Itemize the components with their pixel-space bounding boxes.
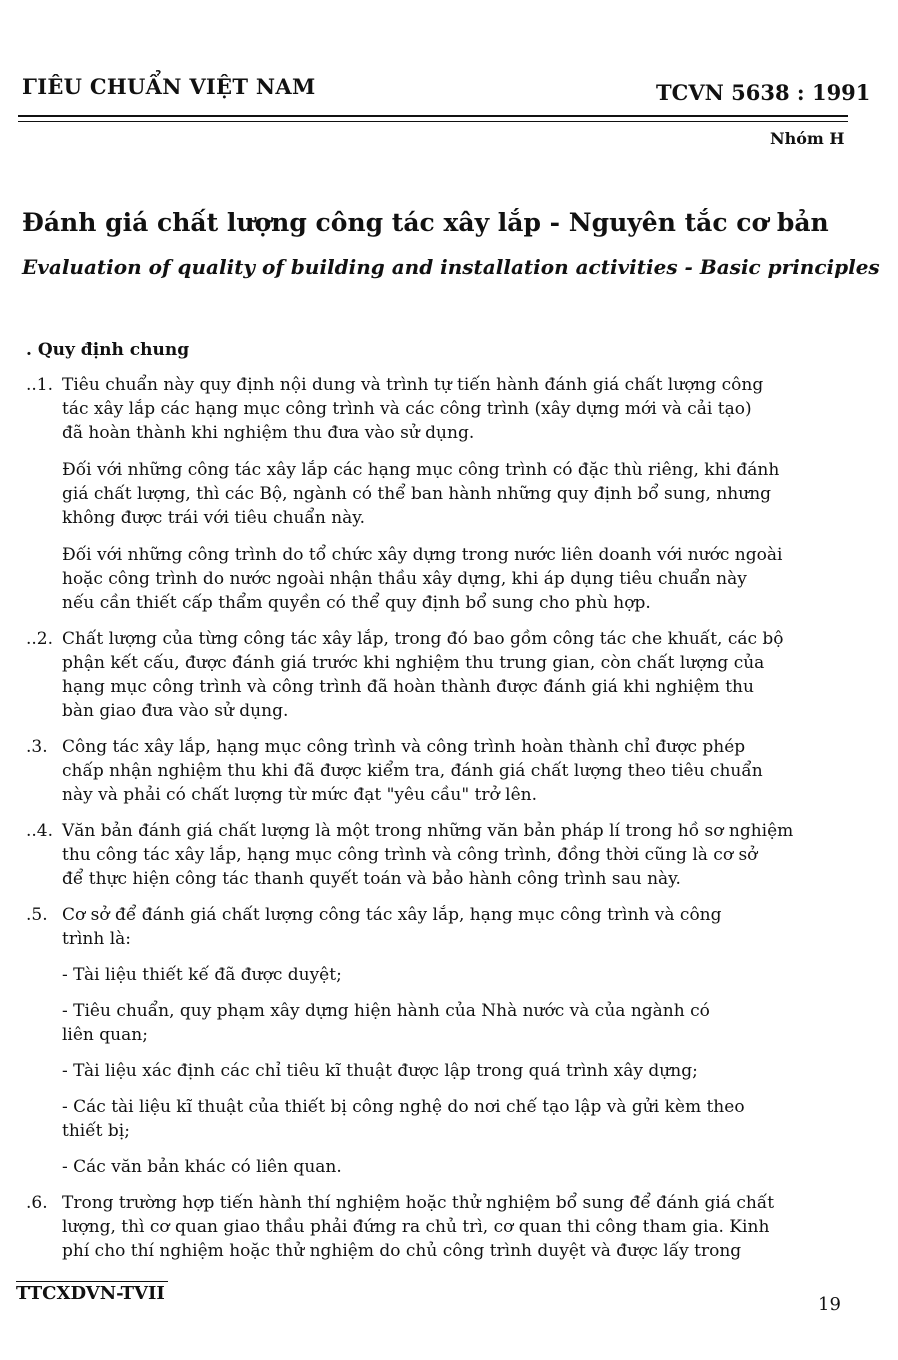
- paragraph-line: giá chất lượng, thì các Bộ, ngành có thể ban hành những quy định bổ sung, nhưng: [62, 484, 772, 504]
- paragraph-line: Trong trường hợp tiến hành thí nghiệm hoặc thử nghiệm bổ sung để đánh giá chất: [62, 1193, 775, 1213]
- footer-source: TTCXDVN-TVII: [16, 1283, 165, 1304]
- document-title: Đánh giá chất lượng công tác xây lắp - Nguyên tắc cơ bản: [22, 208, 829, 237]
- item-number: .3.: [26, 737, 48, 757]
- footer-rule: [16, 1281, 168, 1282]
- paragraph-line: hạng mục công trình và công trình đã hoàn thành được đánh giá khi nghiệm thu: [62, 677, 754, 697]
- header-rule: [18, 115, 848, 117]
- paragraph-line: không được trái với tiêu chuẩn này.: [62, 508, 366, 528]
- page-number: 19: [818, 1294, 841, 1315]
- paragraph-line: chấp nhận nghiệm thu khi đã được kiểm tra, đánh giá chất lượng theo tiêu chuẩn: [62, 761, 763, 781]
- paragraph-line: Đối với những công trình do tổ chức xây dựng trong nước liên doanh với nước ngoài: [62, 545, 783, 565]
- paragraph-line: Công tác xây lắp, hạng mục công trình và công trình hoàn thành chỉ được phép: [62, 737, 746, 757]
- bullet-item-line: - Các tài liệu kĩ thuật của thiết bị công nghệ do nơi chế tạo lập và gửi kèm theo: [62, 1097, 745, 1117]
- bullet-item-line: liên quan;: [62, 1025, 148, 1045]
- paragraph-line: Chất lượng của từng công tác xây lắp, trong đó bao gồm công tác che khuất, các bộ: [62, 629, 784, 649]
- paragraph-line: thu công tác xây lắp, hạng mục công trình và công trình, đồng thời cũng là cơ sở: [62, 845, 758, 865]
- paragraph-line: Tiêu chuẩn này quy định nội dung và trình tự tiến hành đánh giá chất lượng công: [62, 375, 764, 395]
- paragraph-line: hoặc công trình do nước ngoài nhận thầu xây dựng, khi áp dụng tiêu chuẩn này: [62, 569, 747, 589]
- paragraph-line: phận kết cấu, được đánh giá trước khi nghiệm thu trung gian, còn chất lượng của: [62, 653, 765, 673]
- document-title-english: Evaluation of quality of building and installation activities - Basic principles: [22, 255, 880, 279]
- paragraph-line: bàn giao đưa vào sử dụng.: [62, 701, 289, 721]
- item-number: ..1.: [26, 375, 54, 395]
- paragraph-line: đã hoàn thành khi nghiệm thu đưa vào sử dụng.: [62, 423, 475, 443]
- paragraph-line: Đối với những công tác xây lắp các hạng mục công trình có đặc thù riêng, khi đánh: [62, 460, 780, 480]
- bullet-item-line: - Tiêu chuẩn, quy phạm xây dựng hiện hành của Nhà nước và của ngành có: [62, 1001, 710, 1021]
- item-number: ..4.: [26, 821, 54, 841]
- paragraph-line: Văn bản đánh giá chất lượng là một trong những văn bản pháp lí trong hồ sơ nghiệm: [62, 821, 794, 841]
- item-number: .5.: [26, 905, 48, 925]
- section-heading: . Quy định chung: [26, 340, 190, 360]
- item-number: .6.: [26, 1193, 48, 1213]
- paragraph-line: để thực hiện công tác thanh quyết toán và bảo hành công trình sau này.: [62, 869, 681, 889]
- paragraph-line: này và phải có chất lượng từ mức đạt "yêu cầu" trở lên.: [62, 785, 538, 805]
- bullet-item-line: thiết bị;: [62, 1121, 130, 1141]
- bullet-item-line: - Các văn bản khác có liên quan.: [62, 1157, 342, 1177]
- standard-series-title: ΓIÊU CHUẨN VIỆT NAM: [22, 74, 316, 99]
- paragraph-line: nếu cần thiết cấp thẩm quyền có thể quy định bổ sung cho phù hợp.: [62, 593, 651, 613]
- paragraph-line: Cơ sở để đánh giá chất lượng công tác xây lắp, hạng mục công trình và công: [62, 905, 722, 925]
- paragraph-line: phí cho thí nghiệm hoặc thử nghiệm do chủ công trình duyệt và được lấy trong: [62, 1241, 742, 1261]
- header-rule-thin: [18, 121, 848, 122]
- paragraph-line: trình là:: [62, 929, 131, 949]
- paragraph-line: lượng, thì cơ quan giao thầu phải đứng ra chủ trì, cơ quan thi công tham gia. Kinh: [62, 1217, 770, 1237]
- bullet-item-line: - Tài liệu thiết kế đã được duyệt;: [62, 965, 342, 985]
- item-number: ..2.: [26, 629, 54, 649]
- paragraph-line: tác xây lắp các hạng mục công trình và các công trình (xây dựng mới và cải tạo): [62, 399, 752, 419]
- standard-code: TCVN 5638 : 1991: [656, 80, 871, 105]
- bullet-item-line: - Tài liệu xác định các chỉ tiêu kĩ thuật được lập trong quá trình xây dựng;: [62, 1061, 698, 1081]
- standard-group: Nhóm H: [770, 129, 845, 148]
